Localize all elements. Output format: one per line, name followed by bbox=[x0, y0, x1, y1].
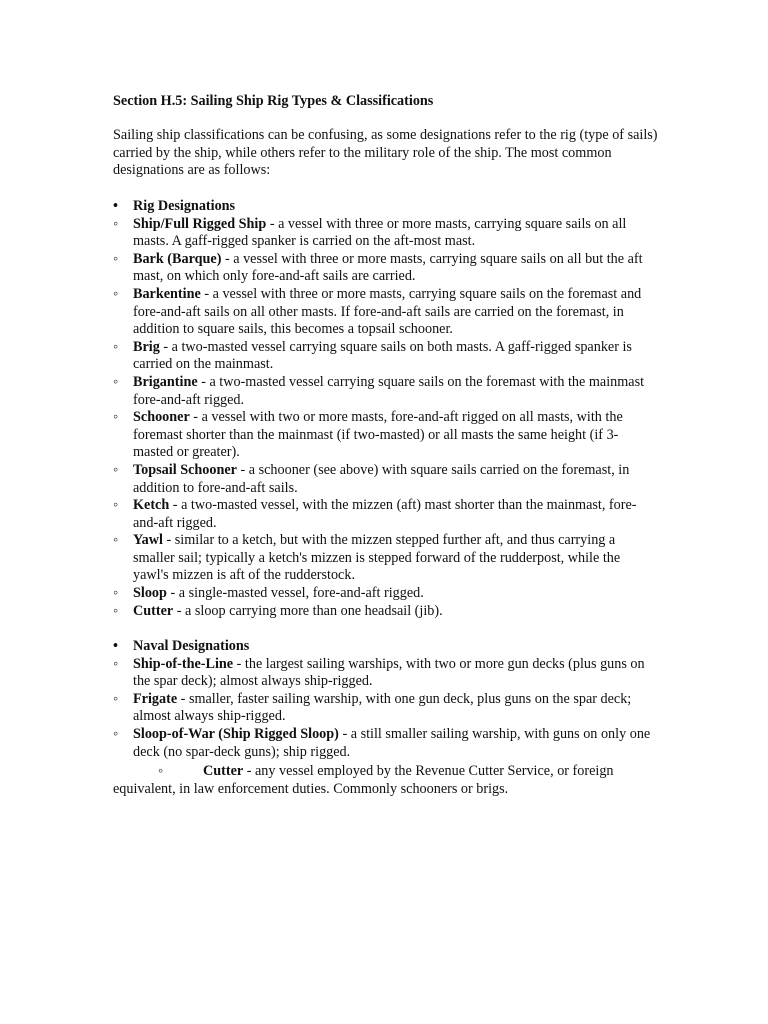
bullet-icon: ◦ bbox=[113, 461, 119, 478]
list-item bbox=[113, 409, 658, 462]
naval-designations-list bbox=[113, 638, 658, 761]
bullet-icon: ◦ bbox=[113, 250, 119, 267]
bullet-icon: ◦ bbox=[113, 725, 119, 742]
term: Ship-of-the-Line bbox=[133, 655, 234, 672]
bullet-icon: • bbox=[113, 198, 118, 214]
section-title: Section H.5: Sailing Ship Rig Types & Classifications bbox=[113, 93, 434, 109]
description: - similar to a ketch, but with the mizzen stepped further aft, and thus carrying a smaller sail; typically a ketch's mizzen is stepped forward of the rudderpost, while the yawl's mizzen is aft of the rudderstock. bbox=[133, 532, 621, 584]
list-item bbox=[113, 691, 658, 726]
description: - the largest sailing warships, with two or more gun decks (plus guns on the spar deck); almost always ship-rigged. bbox=[133, 655, 645, 690]
term: Sloop-of-War (Ship Rigged Sloop) bbox=[133, 725, 339, 742]
rig-designations-heading: • Rig Designations bbox=[113, 198, 236, 214]
term: Sloop bbox=[133, 585, 167, 602]
bullet-icon: • bbox=[113, 638, 118, 654]
list-item bbox=[113, 585, 658, 603]
bullet-icon: ◦ bbox=[113, 497, 119, 514]
list-item bbox=[113, 286, 658, 339]
term: Cutter bbox=[133, 602, 174, 619]
list-item bbox=[113, 656, 658, 691]
list-item bbox=[113, 603, 658, 621]
description: - smaller, faster sailing warship, with one gun deck, plus guns on the spar deck; almost always ship-rigged. bbox=[133, 690, 632, 725]
bullet-icon: ◦ bbox=[113, 655, 119, 672]
term: Topsail Schooner bbox=[133, 461, 237, 478]
description: - a sloop carrying more than one headsail (jib). bbox=[173, 602, 443, 619]
description: - a schooner (see above) with square sails carried on the foremast, in addition to fore-and-aft sails. bbox=[133, 461, 630, 496]
description: - a two-masted vessel, with the mizzen (aft) mast shorter than the mainmast, fore-and-aft rigged. bbox=[133, 497, 637, 531]
term: Yawl bbox=[133, 532, 163, 549]
bullet-icon: ◦ bbox=[113, 690, 119, 707]
bullet-icon: ◦ bbox=[113, 532, 119, 549]
bullet-icon: ◦ bbox=[113, 409, 119, 426]
description: - any vessel employed by the Revenue Cutter Service, or foreign equivalent, in law enforcement duties. Commonly schooners or brigs. bbox=[113, 763, 614, 797]
term: Schooner bbox=[133, 409, 190, 426]
bullet-icon: ◦ bbox=[113, 285, 119, 302]
bullet-icon: ◦ bbox=[113, 215, 119, 232]
revenue-cutter-paragraph bbox=[113, 763, 658, 798]
list-item bbox=[113, 532, 658, 585]
list-item bbox=[113, 339, 658, 374]
bullet-icon: ◦ bbox=[113, 373, 119, 390]
list-item bbox=[113, 216, 658, 251]
description: - a vessel with three or more masts, carrying square sails on the foremast and fore-and-aft sails on all other masts. If fore-and-aft sails are carried on the foremast, in addition to square sails, this becomes a topsail schooner. bbox=[133, 285, 642, 338]
term: Cutter bbox=[203, 763, 244, 779]
term: Bark (Barque) bbox=[133, 250, 222, 267]
bullet-icon: ◦ bbox=[113, 585, 119, 602]
term: Ship/Full Rigged Ship bbox=[133, 215, 267, 232]
list-item bbox=[113, 462, 658, 497]
term: Brig bbox=[133, 338, 160, 355]
description: - a two-masted vessel carrying square sails on the foremast with the mainmast fore-and-aft rigged. bbox=[133, 373, 645, 408]
description: - a two-masted vessel carrying square sails on both masts. A gaff-rigged spanker is carried on the mainmast. bbox=[133, 338, 632, 373]
term: Barkentine bbox=[133, 285, 201, 302]
list-item bbox=[113, 726, 658, 761]
list-item bbox=[113, 497, 658, 532]
list-item bbox=[113, 251, 658, 286]
bullet-icon: ◦ bbox=[113, 602, 119, 619]
term: Frigate bbox=[133, 690, 178, 707]
intro-paragraph: Sailing ship classifications can be confusing, as some designations refer to the rig (type of sails) carried by the ship, while others refer to the military role of the ship. The most common designations are as follows: bbox=[113, 127, 658, 179]
list-item bbox=[113, 374, 658, 409]
description: - a vessel with three or more masts, carrying square sails on all masts. A gaff-rigged spanker is carried on the aft-most mast. bbox=[133, 215, 627, 250]
description: - a single-masted vessel, fore-and-aft rigged. bbox=[166, 585, 424, 602]
naval-designations-heading: • Naval Designations bbox=[113, 638, 250, 654]
description: - a vessel with three or more masts, carrying square sails on all but the aft mast, on which only fore-and-aft sails are carried. bbox=[133, 250, 643, 285]
bullet-icon: ◦ bbox=[158, 763, 164, 779]
description: - a still smaller sailing warship, with guns on only one deck (no spar-deck guns); ship rigged. bbox=[133, 725, 651, 760]
term: Brigantine bbox=[133, 373, 198, 390]
term: Ketch bbox=[133, 497, 170, 514]
rig-designations-list bbox=[113, 198, 658, 620]
bullet-icon: ◦ bbox=[113, 338, 119, 355]
description: - a vessel with two or more masts, fore-and-aft rigged on all masts, with the foremast shorter than the mainmast (if two-masted) or all masts the same height (if 3-masted or greater). bbox=[133, 409, 623, 461]
